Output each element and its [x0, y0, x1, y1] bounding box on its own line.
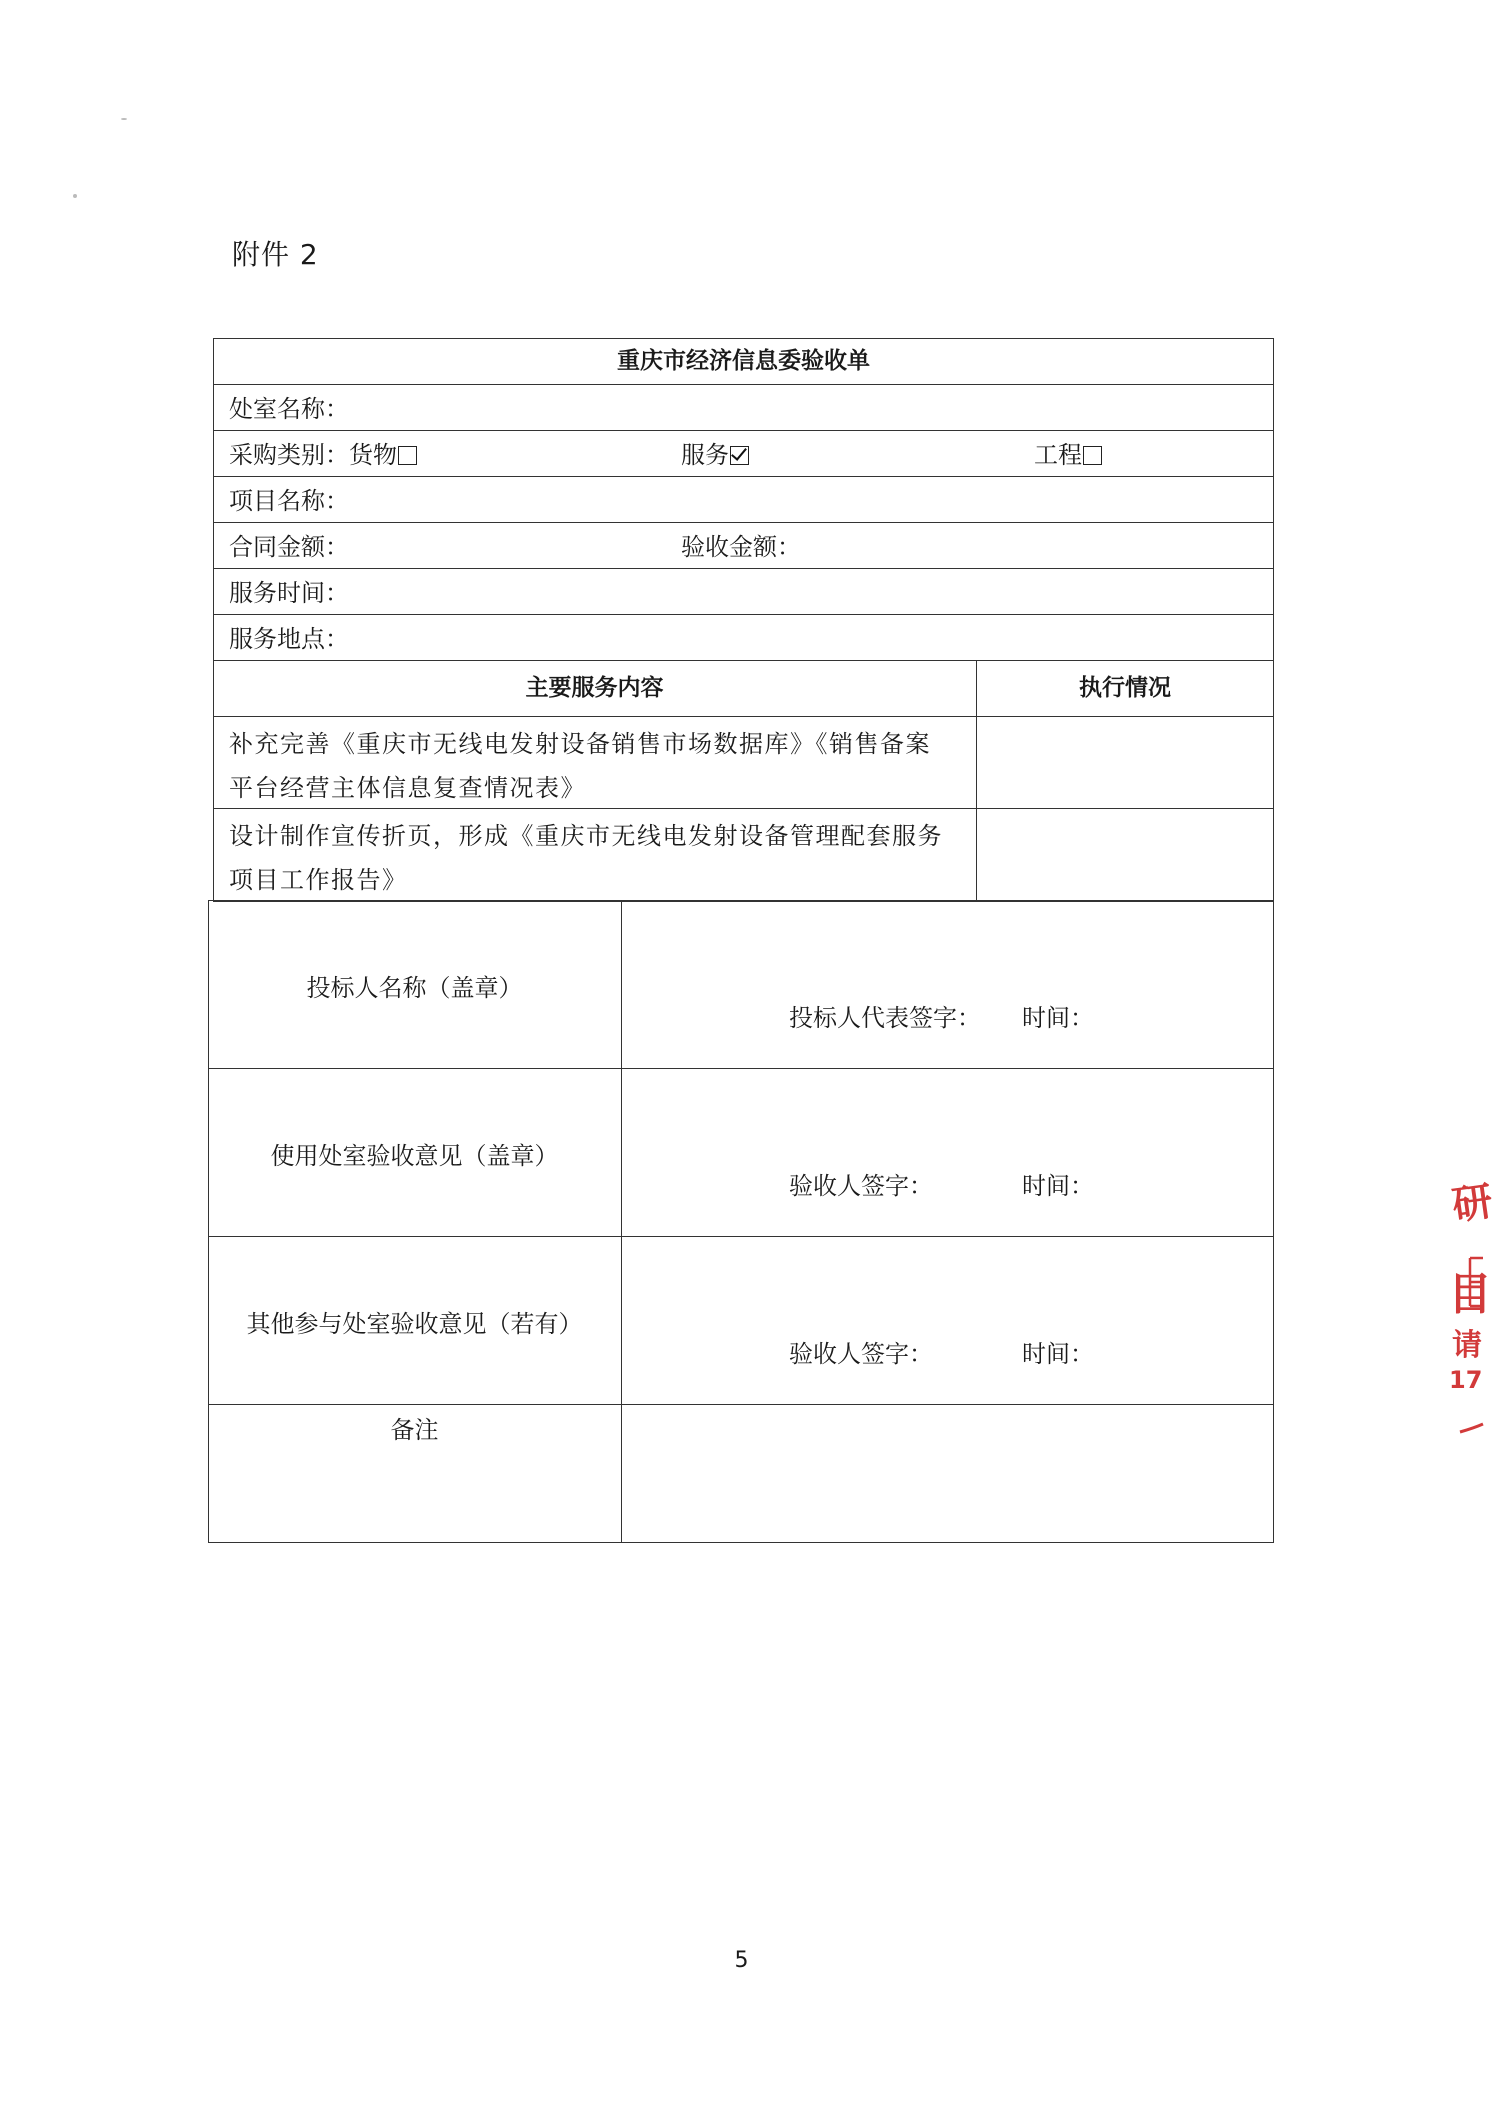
seal-text: 请	[1452, 1328, 1482, 1363]
bidder-time-label: 时间：	[1022, 1004, 1094, 1032]
category-goods-label: 货物	[349, 441, 397, 469]
form-title: 重庆市经济信息委验收单	[617, 348, 870, 374]
row-divider	[213, 568, 1274, 569]
goods-checkbox[interactable]	[398, 446, 417, 465]
services-header: 主要服务内容	[525, 675, 664, 701]
scan-speck	[73, 194, 77, 198]
service-item-line: 补充完善《重庆市无线电发射设备销售市场数据库》《销售备案	[229, 730, 931, 758]
scan-speck	[121, 118, 127, 120]
row-divider	[213, 430, 1274, 431]
service-place-label: 服务地点：	[229, 625, 349, 653]
category-engineering-label: 工程	[1034, 441, 1082, 469]
row-divider	[213, 476, 1274, 477]
attachment-label: 附件 2	[232, 238, 319, 271]
row-divider	[208, 1068, 1274, 1069]
contract-amount-label: 合同金额：	[229, 533, 349, 561]
category-service-option	[681, 443, 749, 467]
column-divider	[621, 900, 622, 1543]
category-engineering-option	[1034, 443, 1102, 467]
category-service-label: 服务	[681, 441, 729, 469]
bidder-name-seal-label: 投标人名称（盖章）	[306, 974, 523, 1002]
row-divider	[213, 522, 1274, 523]
row-divider	[213, 614, 1274, 615]
remarks-label: 备注	[390, 1416, 439, 1444]
bidder-rep-sign-label: 投标人代表签字：	[789, 1004, 981, 1032]
service-item	[229, 814, 943, 902]
user-dept-sign-label: 验收人签字：	[789, 1172, 933, 1200]
red-seal-fragment	[1440, 1170, 1496, 1440]
service-item-line: 平台经营主体信息复查情况表》	[229, 774, 586, 802]
category-label: 采购类别：	[229, 441, 349, 469]
project-name-label: 项目名称：	[229, 487, 349, 515]
seal-text: 研	[1449, 1178, 1496, 1230]
service-item	[229, 722, 931, 810]
user-dept-opinion-label: 使用处室验收意见（盖章）	[270, 1142, 559, 1170]
status-header: 执行情况	[1079, 675, 1171, 701]
row-divider	[208, 1404, 1274, 1405]
service-time-label: 服务时间：	[229, 579, 349, 607]
service-item-line: 项目工作报告》	[229, 866, 408, 894]
seal-text: 17	[1449, 1366, 1483, 1394]
page-number: 5	[734, 1948, 749, 1973]
service-item-line: 设计制作宣传折页，形成《重庆市无线电发射设备管理配套服务	[229, 822, 943, 850]
seal-text: 目	[1448, 1269, 1492, 1320]
other-dept-time-label: 时间：	[1022, 1340, 1094, 1368]
user-dept-time-label: 时间：	[1022, 1172, 1094, 1200]
row-divider	[213, 384, 1274, 385]
other-dept-opinion-label: 其他参与处室验收意见（若有）	[246, 1310, 583, 1338]
service-checkbox[interactable]	[730, 446, 749, 465]
procurement-category-row	[229, 443, 417, 467]
row-divider	[213, 660, 1274, 661]
acceptance-amount-label: 验收金额：	[681, 533, 801, 561]
dept-name-label: 处室名称：	[229, 395, 349, 423]
seal-arc	[1440, 1170, 1483, 1440]
other-dept-sign-label: 验收人签字：	[789, 1340, 933, 1368]
engineering-checkbox[interactable]	[1083, 446, 1102, 465]
row-divider	[208, 1236, 1274, 1237]
row-divider	[213, 716, 1274, 717]
